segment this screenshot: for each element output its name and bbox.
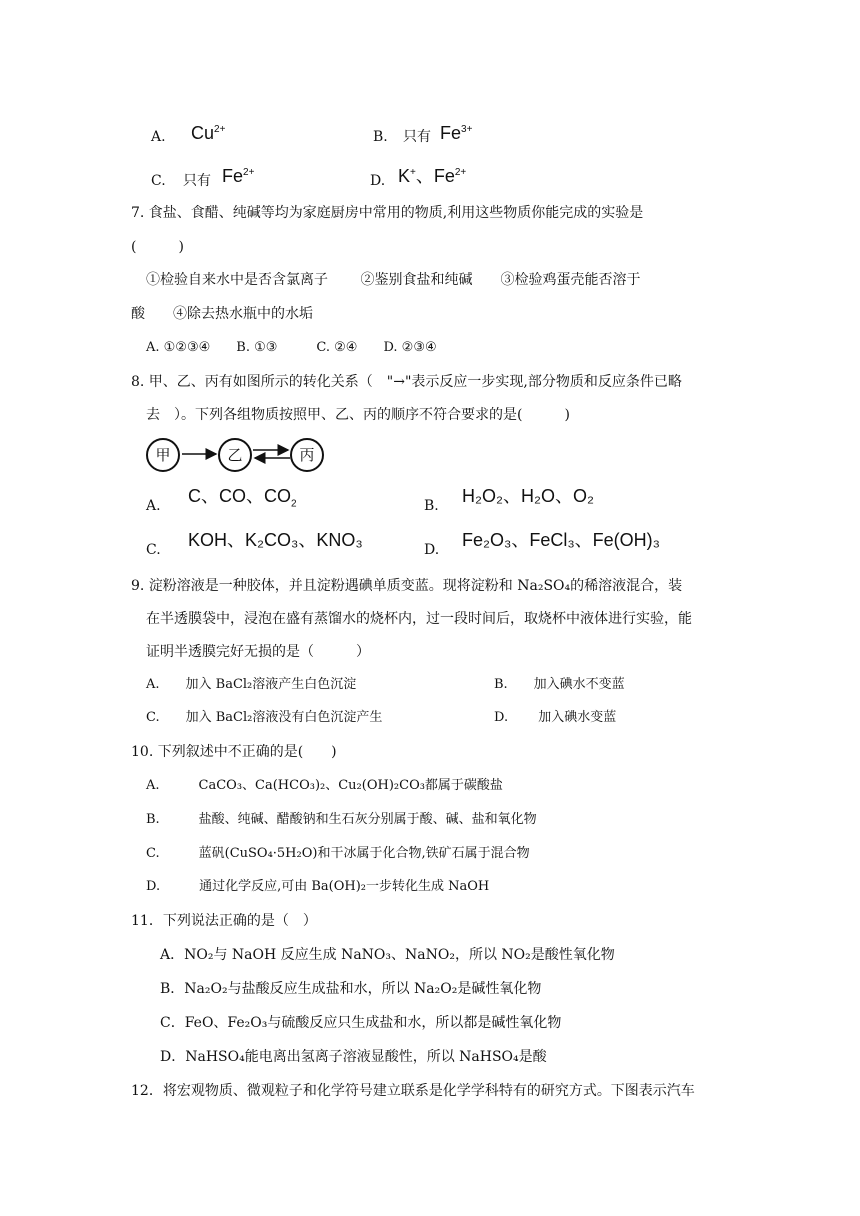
option-a-formula: $Cu^{2+}$ [191, 123, 226, 143]
option-b-label: B. [373, 129, 388, 145]
q7-items-line1: ①检验自来水中是否含氯离子 ②鉴别食盐和纯碱 ③检验鸡蛋壳能否溶于 [146, 272, 641, 288]
q8-option-c-text: KOH、K₂CO₃、KNO₃ [188, 530, 363, 550]
q7-items-line2: 酸 ④除去热水瓶中的水垢 [131, 306, 313, 322]
node-yi: 乙 [218, 438, 252, 472]
q8-option-c-label: C. [146, 542, 161, 558]
node-jia: 甲 [146, 438, 180, 472]
option-d-label: D. [370, 173, 386, 189]
q8-option-a-text: C、CO、$CO_2$ [188, 486, 297, 510]
option-c-formula: $Fe^{2+}$ [222, 166, 255, 186]
q11-option-a: A．NO₂与 NaOH 反应生成 NaNO₃、NaNO₂，所以 NO₂是酸性氧化物 [160, 947, 615, 963]
q11-option-c: C．FeO、Fe₂O₃与硫酸反应只生成盐和水，所以都是碱性氧化物 [160, 1015, 562, 1031]
q9-option-d: D. 加入碘水变蓝 [494, 710, 617, 725]
q8-option-b-label: B. [424, 498, 439, 514]
q9-option-b: B. 加入碘水不变蓝 [494, 677, 625, 692]
q7-stem: 7. 食盐、食醋、纯碱等均为家庭厨房中常用的物质,利用这些物质你能完成的实验是 [131, 205, 644, 221]
q8-stem-line2: 去 ）。下列各组物质按照甲、乙、丙的顺序不符合要求的是( ) [146, 407, 570, 423]
option-d-formula: K+、$Fe^{2+}$ [398, 166, 467, 186]
node-bing: 丙 [290, 438, 324, 472]
q9-line1: 9. 淀粉溶液是一种胶体，并且淀粉遇碘单质变蓝。现将淀粉和 Na₂SO₄的稀溶液混合，装 [131, 578, 683, 594]
q9-line3: 证明半透膜完好无损的是（ ） [146, 644, 370, 660]
q8-option-b-text: H₂O₂、H₂O、O₂ [462, 486, 594, 506]
q10-option-c: C. 蓝矾(CuSO₄·5H₂O)和干冰属于化合物,铁矿石属于混合物 [146, 846, 530, 861]
q7-answer-paren: ( ) [131, 239, 184, 255]
q10-option-a: A. CaCO₃、Ca(HCO₃)₂、Cu₂(OH)₂CO₃都属于碳酸盐 [146, 778, 503, 793]
q12-stem: 12．将宏观物质、微观粒子和化学符号建立联系是化学学科特有的研究方式。下图表示汽车 [131, 1083, 695, 1099]
option-b-formula: $Fe^{3+}$ [440, 123, 473, 143]
q9-option-c: C. 加入 BaCl₂溶液没有白色沉淀产生 [146, 710, 383, 725]
option-c-label: C. [151, 173, 166, 189]
q10-stem: 10. 下列叙述中不正确的是( ) [131, 744, 337, 760]
q9-line2: 在半透膜袋中，浸泡在盛有蒸馏水的烧杯内，过一段时间后，取烧杯中液体进行实验，能 [146, 611, 692, 627]
q8-option-d-label: D. [424, 542, 440, 558]
q8-option-d-text: Fe₂O₃、FeCl₃、Fe(OH)₃ [462, 530, 660, 550]
option-a-label: A. [151, 129, 166, 145]
q7-options: A. ①②③④ B. ①③ C. ②④ D. ②③④ [146, 340, 437, 355]
q10-option-b: B. 盐酸、纯碱、醋酸钠和生石灰分别属于酸、碱、盐和氧化物 [146, 812, 537, 827]
q11-stem: 11．下列说法正确的是（ ） [131, 913, 317, 929]
q11-option-d: D．NaHSO₄能电离出氢离子溶液显酸性，所以 NaHSO₄是酸 [160, 1049, 547, 1065]
q8-stem-line1: 8. 甲、乙、丙有如图所示的转化关系（ "→"表示反应一步实现,部分物质和反应条件已略 [131, 374, 682, 390]
q8-option-a-label: A. [146, 498, 161, 514]
q11-option-b: B．Na₂O₂与盐酸反应生成盐和水，所以 Na₂O₂是碱性氧化物 [160, 981, 542, 997]
q10-option-d: D. 通过化学反应,可由 Ba(OH)₂一步转化生成 NaOH [146, 879, 490, 894]
option-b-prefix: 只有 [403, 129, 431, 145]
q9-option-a: A. 加入 BaCl₂溶液产生白色沉淀 [146, 677, 357, 692]
option-c-prefix: 只有 [183, 173, 211, 189]
